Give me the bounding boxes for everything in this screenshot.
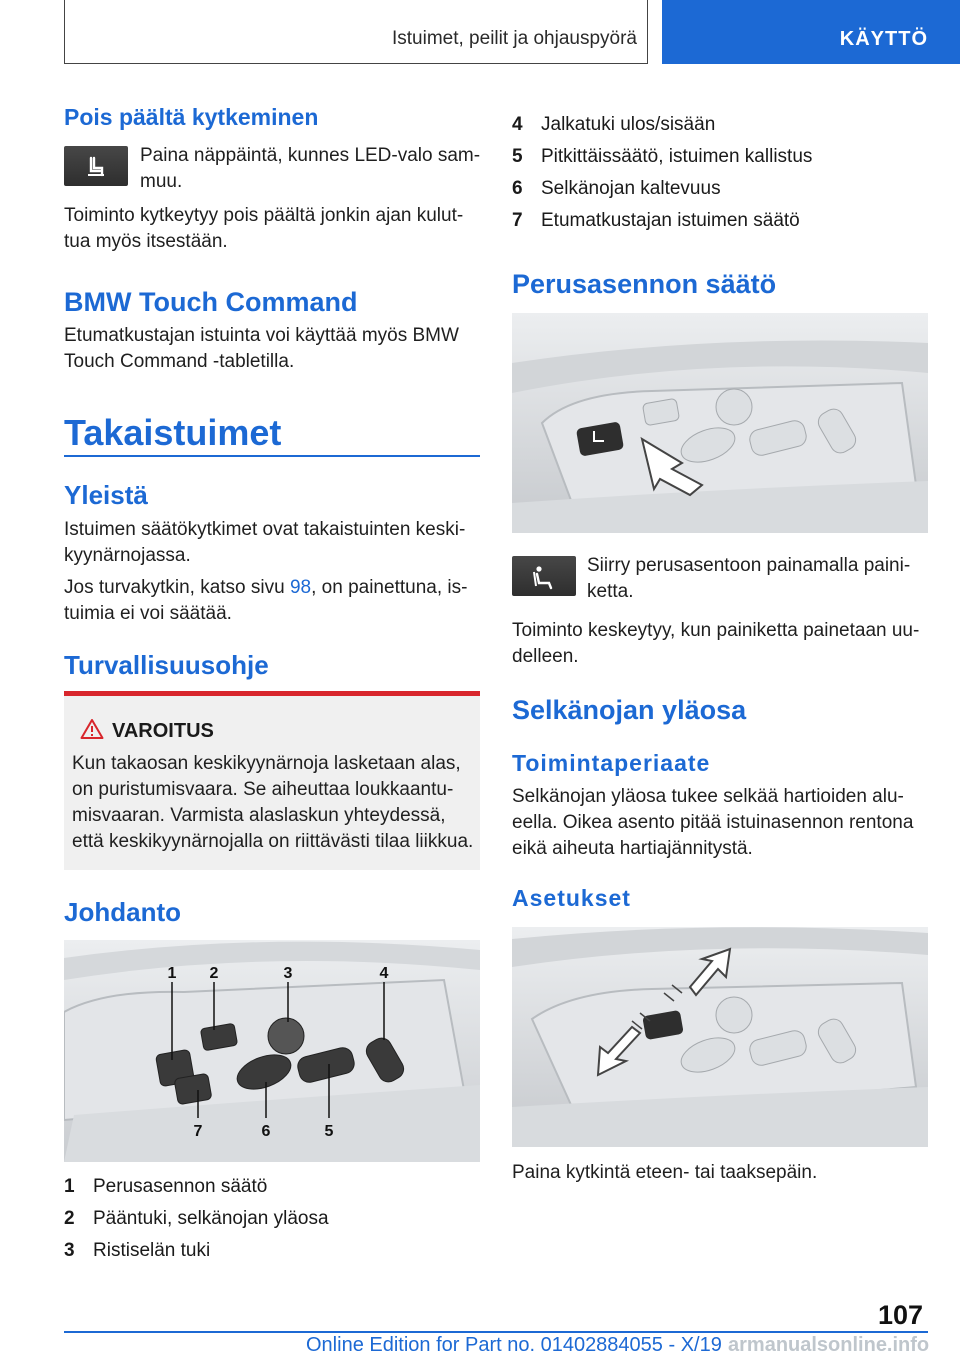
- footer-rule: [64, 1331, 928, 1333]
- callout-label-3: 3: [283, 965, 293, 982]
- takaistuimet-rule: [64, 455, 480, 457]
- callout-label-6: 6: [261, 1123, 271, 1140]
- chapter-tab-label: KÄYTTÖ: [839, 28, 928, 50]
- callout-label-2: 2: [209, 965, 219, 982]
- heading-bmw-touch-command: BMW Touch Command: [64, 287, 358, 317]
- heading-asetukset: Asetukset: [512, 885, 631, 911]
- aset-text: Paina kytkintä eteen- tai taaksepäin.: [512, 1162, 818, 1183]
- rear-seat-controls-diagram: [64, 940, 480, 1162]
- footer-edition: Online Edition for Part no. 01402884055 - X/19: [306, 1334, 722, 1356]
- list-item: 3 Ristiselän tuki: [64, 1240, 211, 1261]
- johdanto-list-continued: [512, 112, 928, 240]
- chapter-tab[interactable]: [662, 0, 960, 64]
- header-section-box: [64, 0, 648, 64]
- heading-pois: Pois päältä kytkeminen: [64, 104, 319, 130]
- callout-label-5: 5: [324, 1123, 334, 1140]
- basic-position-button-photo: [512, 313, 928, 533]
- warning-triangle-icon: [80, 718, 104, 745]
- toim-text: Selkänojan yläosa tukee selkää hartioiden alu- eella. Oikea asento pitää istuinasennon rentona eikä aiheuta hartiajännitystä.: [512, 786, 914, 859]
- pois-note: Toiminto kytkeytyy pois päältä jonkin ajan kulut- tua myös itsestään.: [64, 205, 464, 252]
- pois-instruction: Paina näppäintä, kunnes LED-valo sam- muu.: [140, 145, 481, 192]
- seat-memory-button-icon: [64, 146, 128, 186]
- johdanto-list: [64, 1174, 480, 1270]
- yleista-text-1: Istuimen säätökytkimet ovat takaistuinten keski- kyynärnojassa.: [64, 519, 466, 566]
- list-item: 7 Etumatkustajan istuimen säätö: [512, 210, 800, 231]
- section-title: Istuimet, peilit ja ohjauspyörä: [391, 28, 637, 49]
- list-item: 2 Pääntuki, selkänojan yläosa: [64, 1208, 329, 1229]
- heading-selkanojan-ylaosa: Selkänojan yläosa: [512, 695, 747, 725]
- callout-label-7: 7: [193, 1123, 203, 1140]
- perus-instruction: Siirry perusasentoon painamalla paini- ketta.: [587, 555, 911, 602]
- warning-box: [64, 696, 480, 870]
- bmw-text: Etumatkustajan istuinta voi käyttää myös BMW Touch Command -tabletilla.: [64, 325, 459, 372]
- list-item: 4 Jalkatuki ulos/sisään: [512, 114, 716, 135]
- perus-note: Toiminto keskeytyy, kun painiketta painetaan uu- delleen.: [512, 620, 920, 667]
- heading-toimintaperiaate: Toimintaperiaate: [512, 750, 711, 776]
- warning-text: Kun takaosan keskikyynärnoja lasketaan alas, on puristumisvaara. Se aiheuttaa loukkaantu- misvaaran. Varmista alaslaskun yhteydessä, että keskikyynärnojalla on riittävästi tilaa liikkua.: [72, 753, 474, 852]
- warning-title: VAROITUS: [112, 720, 214, 742]
- callout-label-1: 1: [167, 965, 177, 982]
- callout-label-4: 4: [379, 965, 389, 982]
- yleista-text-2: Jos turvakytkin, katso sivu 98, on painettuna, is- tuimia ei voi säätää.: [64, 577, 468, 624]
- backrest-upper-switch-photo: [512, 927, 928, 1147]
- page-link-98[interactable]: 98: [289, 577, 312, 598]
- heading-perusasennon-saato: Perusasennon säätö: [512, 269, 777, 299]
- heading-yleista: Yleistä: [64, 480, 148, 510]
- list-item: 5 Pitkittäissäätö, istuimen kallistus: [512, 146, 813, 167]
- seat-basic-position-button-icon: [512, 556, 576, 596]
- heading-turvallisuusohje: Turvallisuusohje: [64, 650, 269, 680]
- heading-johdanto: Johdanto: [64, 897, 181, 927]
- page-number: 107: [878, 1300, 924, 1330]
- heading-takaistuimet: Takaistuimet: [64, 412, 282, 453]
- list-item: 6 Selkänojan kaltevuus: [512, 178, 721, 199]
- footer-watermark-logo: armanualsonline.info: [728, 1334, 930, 1356]
- list-item: 1 Perusasennon säätö: [64, 1176, 268, 1197]
